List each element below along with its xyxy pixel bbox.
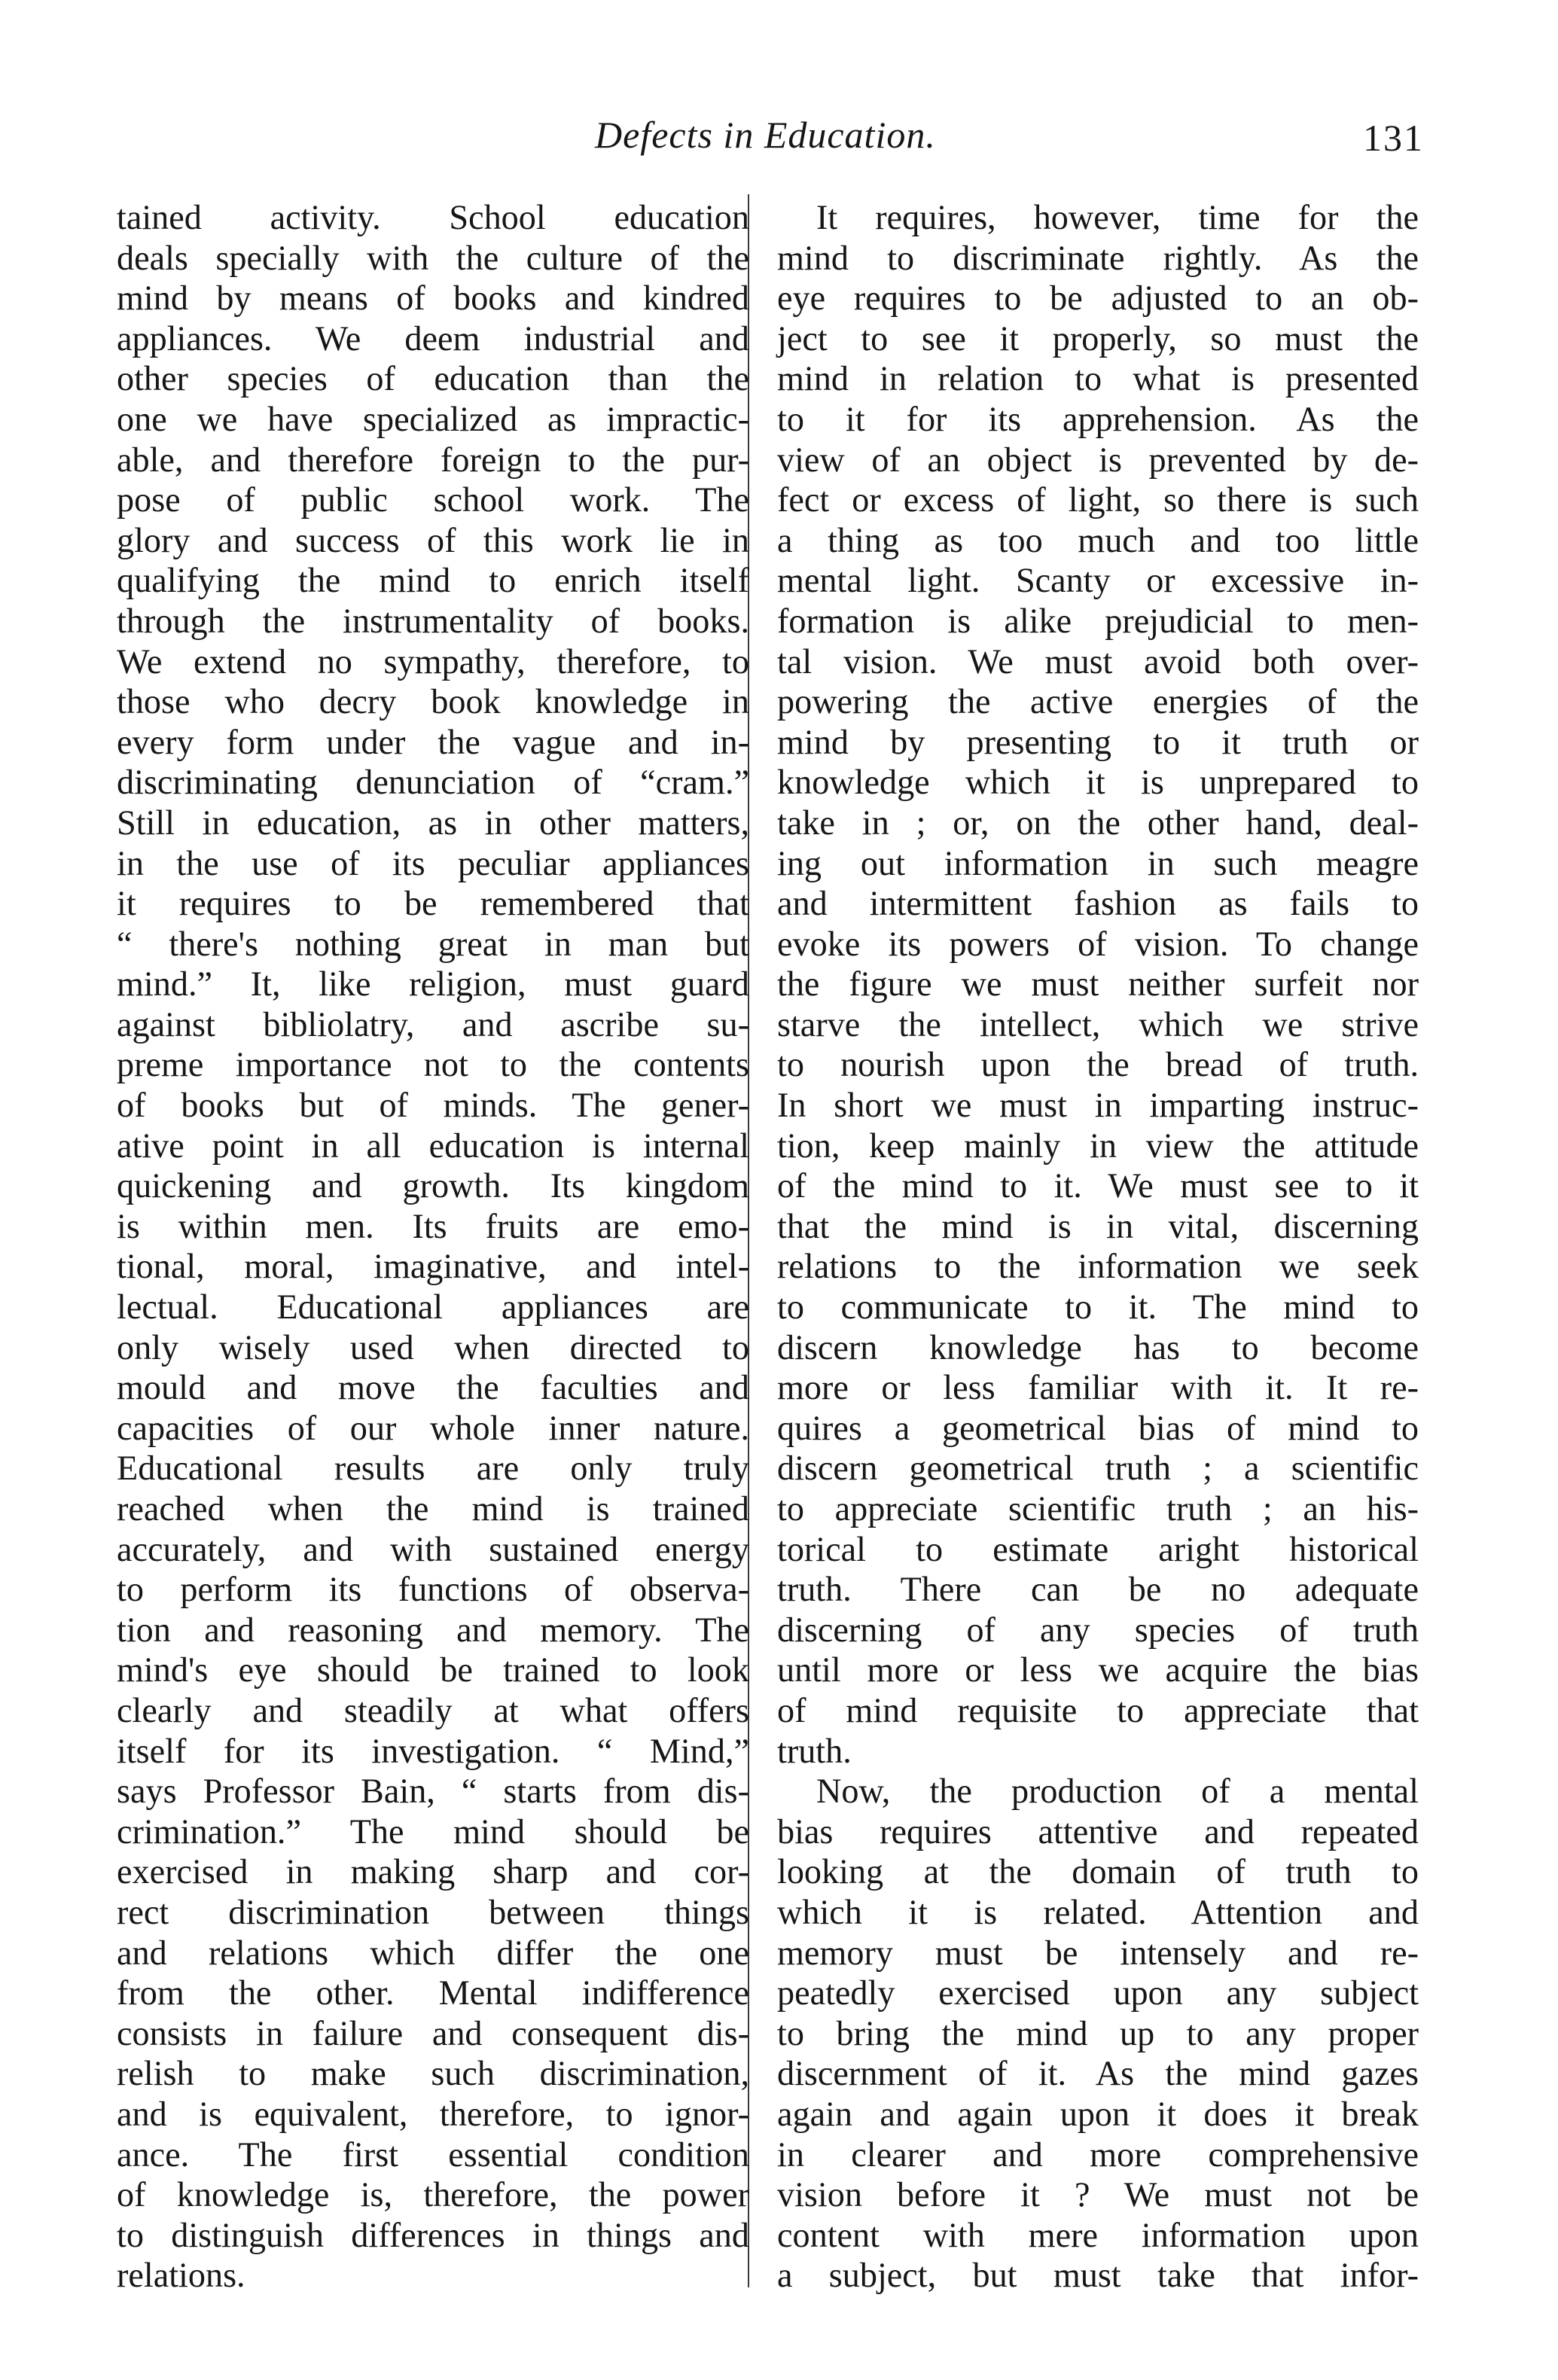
text-line: relations. — [117, 2256, 245, 2295]
text-line: appliances. We deem industrial and — [117, 318, 749, 358]
text-line: vision before it ? We must not be — [777, 2175, 1419, 2214]
text-line: from the other. Mental indifference — [117, 1973, 749, 2013]
text-line: formation is alike prejudicial to men- — [777, 601, 1419, 640]
text-line: tal vision. We must avoid both over- — [777, 641, 1419, 681]
text-line: against bibliolatry, and ascribe su- — [117, 1004, 749, 1044]
text-line: memory must be intensely and re- — [777, 1933, 1419, 1972]
text-line: discern geometrical truth ; a scientific — [777, 1449, 1419, 1488]
text-line: tion, keep mainly in view the attitude — [777, 1126, 1419, 1165]
text-line: mould and move the faculties and — [117, 1368, 749, 1407]
text-line: is within men. Its fruits are emo- — [117, 1206, 749, 1245]
text-line: view of an object is prevented by de- — [777, 440, 1419, 479]
right-column — [777, 197, 1419, 2296]
text-line: powering the active energies of the — [777, 682, 1419, 721]
text-line: mind to discriminate rightly. As the — [777, 238, 1419, 277]
text-line: content with mere information upon — [777, 2215, 1419, 2254]
running-title: Defects in Education. — [595, 114, 936, 156]
text-line: ject to see it properly, so must the — [777, 318, 1419, 358]
text-line: truth. There can be no adequate — [777, 1570, 1419, 1609]
text-line: relations to the information we seek — [777, 1247, 1419, 1286]
text-line: truth. — [777, 1731, 852, 1770]
text-line: Educational results are only truly — [117, 1449, 749, 1488]
text-line: In short we must in imparting instruc- — [777, 1086, 1419, 1125]
text-line: pose of public school work. The — [117, 480, 749, 520]
text-line: to bring the mind up to any proper — [777, 2013, 1419, 2052]
text-line: a thing as too much and too little — [777, 520, 1419, 559]
text-line: deals specially with the culture of the — [117, 238, 749, 277]
text-line: mental light. Scanty or excessive in- — [777, 561, 1419, 600]
text-line: and relations which differ the one — [117, 1933, 749, 1972]
text-line: accurately, and with sustained energy — [117, 1529, 749, 1568]
text-line: starve the intellect, which we strive — [777, 1004, 1419, 1044]
text-line: of books but of minds. The gener- — [117, 1086, 749, 1125]
text-line: until more or less we acquire the bias — [777, 1650, 1419, 1690]
text-line: It requires, however, time for the — [816, 198, 1419, 236]
text-line: to perform its functions of observa- — [117, 1570, 749, 1609]
text-line: quickening and growth. Its kingdom — [117, 1166, 749, 1205]
text-line: more or less familiar with it. It re- — [777, 1368, 1419, 1407]
text-line: mind in relation to what is presented — [777, 359, 1419, 398]
text-line: clearly and steadily at what offers — [117, 1690, 749, 1729]
text-line: fect or excess of light, so there is such — [777, 480, 1419, 520]
text-line: We extend no sympathy, therefore, to — [117, 641, 749, 681]
text-line: every form under the vague and in- — [117, 722, 749, 761]
text-line: knowledge which it is unprepared to — [777, 763, 1419, 802]
text-line: of knowledge is, therefore, the power — [117, 2175, 749, 2214]
text-line: evoke its powers of vision. To change — [777, 924, 1419, 963]
text-line: preme importance not to the contents — [117, 1045, 749, 1084]
running-head — [0, 113, 1558, 158]
text-line: of mind requisite to appreciate that — [777, 1690, 1419, 1729]
text-line: discern knowledge has to become — [777, 1327, 1419, 1367]
text-line: through the instrumentality of books. — [117, 601, 749, 640]
text-line: in clearer and more comprehensive — [777, 2135, 1419, 2174]
text-line: one we have specialized as impractic- — [117, 399, 749, 438]
text-line: which it is related. Attention and — [777, 1892, 1419, 1931]
text-line: glory and success of this work lie in — [117, 520, 749, 559]
text-line: Still in education, as in other matters, — [117, 803, 749, 842]
text-line: to appreciate scientific truth ; an his- — [777, 1489, 1419, 1528]
text-line: lectual. Educational appliances are — [117, 1288, 749, 1327]
text-line: mind.” It, like religion, must guard — [117, 964, 749, 1004]
left-column — [117, 197, 749, 2296]
text-line: those who decry book knowledge in — [117, 682, 749, 721]
text-line: and is equivalent, therefore, to ignor- — [117, 2094, 749, 2133]
text-line: mind's eye should be trained to look — [117, 1650, 749, 1690]
text-line: take in ; or, on the other hand, deal- — [777, 803, 1419, 842]
text-line: to it for its apprehension. As the — [777, 399, 1419, 438]
text-line: discerning of any species of truth — [777, 1610, 1419, 1649]
text-line: quires a geometrical bias of mind to — [777, 1408, 1419, 1447]
text-line: to nourish upon the bread of truth. — [777, 1045, 1419, 1084]
text-line: crimination.” The mind should be — [117, 1812, 749, 1851]
text-line: able, and therefore foreign to the pur- — [117, 440, 749, 479]
text-line: looking at the domain of truth to — [777, 1852, 1419, 1891]
text-line: ing out information in such meagre — [777, 843, 1419, 882]
text-line: ance. The first essential condition — [117, 2135, 749, 2174]
text-line: ative point in all education is internal — [117, 1126, 749, 1165]
text-line: bias requires attentive and repeated — [777, 1812, 1419, 1851]
page-number: 131 — [1363, 117, 1424, 159]
text-line: again and again upon it does it break — [777, 2094, 1419, 2133]
text-line: to distinguish differences in things and — [117, 2215, 749, 2254]
text-line: discriminating denunciation of “cram.” — [117, 763, 749, 802]
text-line: tained activity. School education — [117, 198, 749, 236]
text-line: only wisely used when directed to — [117, 1327, 749, 1367]
text-line: exercised in making sharp and cor- — [117, 1852, 749, 1891]
text-line: torical to estimate aright historical — [777, 1529, 1419, 1568]
text-line: and intermittent fashion as fails to — [777, 884, 1419, 923]
text-line: tion and reasoning and memory. The — [117, 1610, 749, 1649]
text-line: qualifying the mind to enrich itself — [117, 561, 749, 600]
text-line: to communicate to it. The mind to — [777, 1288, 1419, 1327]
text-line: itself for its investigation. “ Mind,” — [117, 1731, 749, 1770]
text-line: reached when the mind is trained — [117, 1489, 749, 1528]
text-line: the figure we must neither surfeit nor — [777, 964, 1419, 1004]
text-line: says Professor Bain, “ starts from dis- — [117, 1772, 749, 1811]
text-line: it requires to be remembered that — [117, 884, 749, 923]
text-line: a subject, but must take that infor- — [777, 2256, 1419, 2295]
text-line: relish to make such discrimination, — [117, 2054, 749, 2093]
text-line: tional, moral, imaginative, and intel- — [117, 1247, 749, 1286]
text-line: in the use of its peculiar appliances — [117, 843, 749, 882]
text-line: peatedly exercised upon any subject — [777, 1973, 1419, 2013]
text-line: eye requires to be adjusted to an ob- — [777, 279, 1419, 318]
text-line: discernment of it. As the mind gazes — [777, 2054, 1419, 2093]
text-line: of the mind to it. We must see to it — [777, 1166, 1419, 1205]
text-line: rect discrimination between things — [117, 1892, 749, 1931]
text-line: that the mind is in vital, discerning — [777, 1206, 1419, 1245]
text-line: other species of education than the — [117, 359, 749, 398]
text-line: mind by means of books and kindred — [117, 279, 749, 318]
text-line: Now, the production of a mental — [816, 1772, 1419, 1811]
text-line: consists in failure and consequent dis- — [117, 2013, 749, 2052]
text-line: “ there's nothing great in man but — [117, 924, 749, 963]
text-line: capacities of our whole inner nature. — [117, 1408, 749, 1447]
text-line: mind by presenting to it truth or — [777, 722, 1419, 761]
